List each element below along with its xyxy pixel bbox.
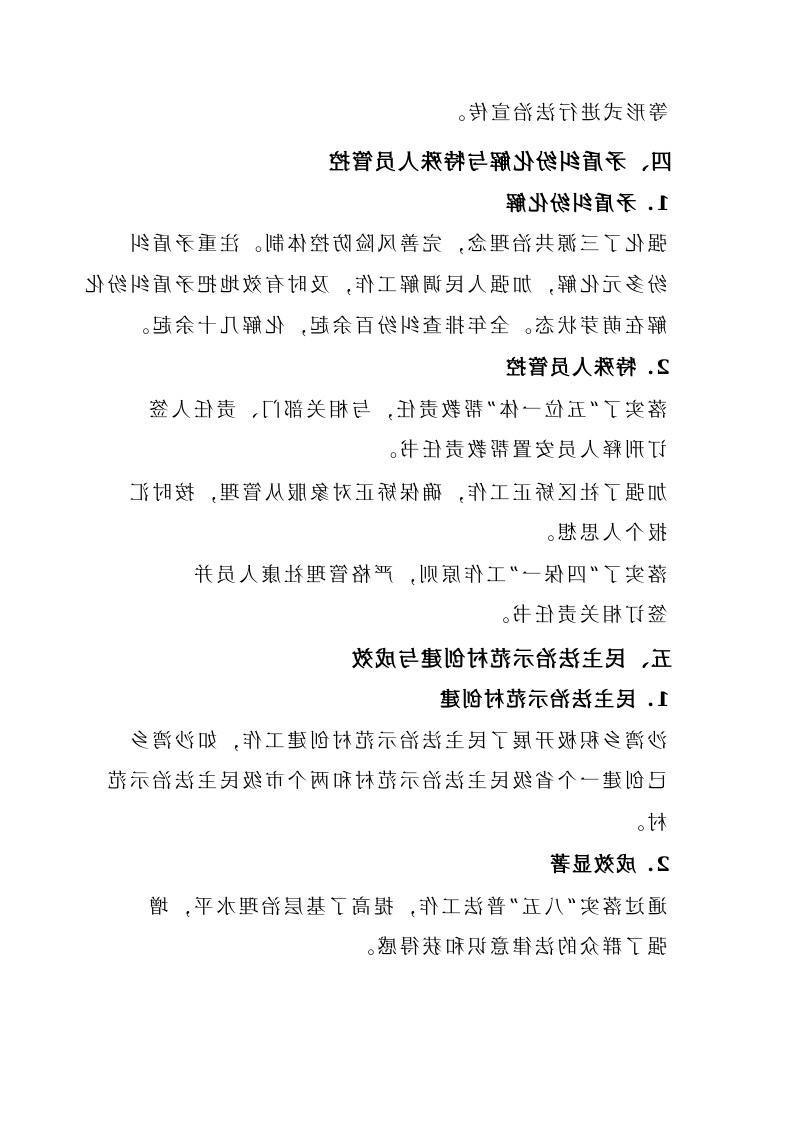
paragraph-line: 村。 bbox=[621, 811, 667, 834]
subsection-heading: 2. 成效显著 bbox=[548, 852, 670, 876]
paragraph-line: 签订相关责任书。 bbox=[486, 603, 667, 626]
section-heading: 四、矛盾纠纷化解与特殊人员管控 bbox=[327, 149, 672, 174]
paragraph-line: 纷多元化解，加强人民调解工作，及时有效地把矛盾纠纷化 bbox=[81, 273, 667, 296]
subsection-heading: 1. 矛盾纠纷化解 bbox=[504, 191, 670, 215]
paragraph-line: 通过落实“八五”普法工作，提高了基层治理水平，增 bbox=[146, 895, 667, 918]
section-heading: 五、民主法治示范村创建与成效 bbox=[350, 646, 672, 671]
paragraph-line: 强化了三源共治理念，完善风险防控体制。注重矛盾纠 bbox=[126, 232, 667, 255]
paragraph-line: 解在萌芽状态。全年排查纠纷百余起，化解几十余起。 bbox=[126, 314, 667, 337]
paragraph-line: 报个人思想。 bbox=[531, 521, 667, 544]
paragraph-line: 沙湾乡积极开展了民主法治示范村创建工作，如沙湾乡 bbox=[126, 729, 667, 752]
paragraph-line: 落实了“五位一体”帮教责任，与相关部门、责任人签 bbox=[146, 398, 667, 421]
paragraph-line: 订刑释人员安置帮教责任书。 bbox=[374, 438, 667, 461]
paragraph-line: 等形式进行法治宣传。 bbox=[442, 101, 668, 124]
paragraph-line: 已创建一个省级民主法治示范村和两个市级民主法治示范 bbox=[104, 769, 667, 792]
subsection-heading: 2. 特殊人员管控 bbox=[504, 355, 670, 379]
subsection-heading: 1. 民主法治示范村创建 bbox=[438, 687, 670, 711]
paragraph-line: 强了群众的法律意识和获得感。 bbox=[351, 935, 667, 958]
paragraph-line: 加强了社区矫正工作，确保矫正对象服从管理，按时汇 bbox=[126, 481, 667, 504]
paragraph-line: 落实了“四保一”工作原则，严格管理社康人员并 bbox=[191, 563, 667, 586]
